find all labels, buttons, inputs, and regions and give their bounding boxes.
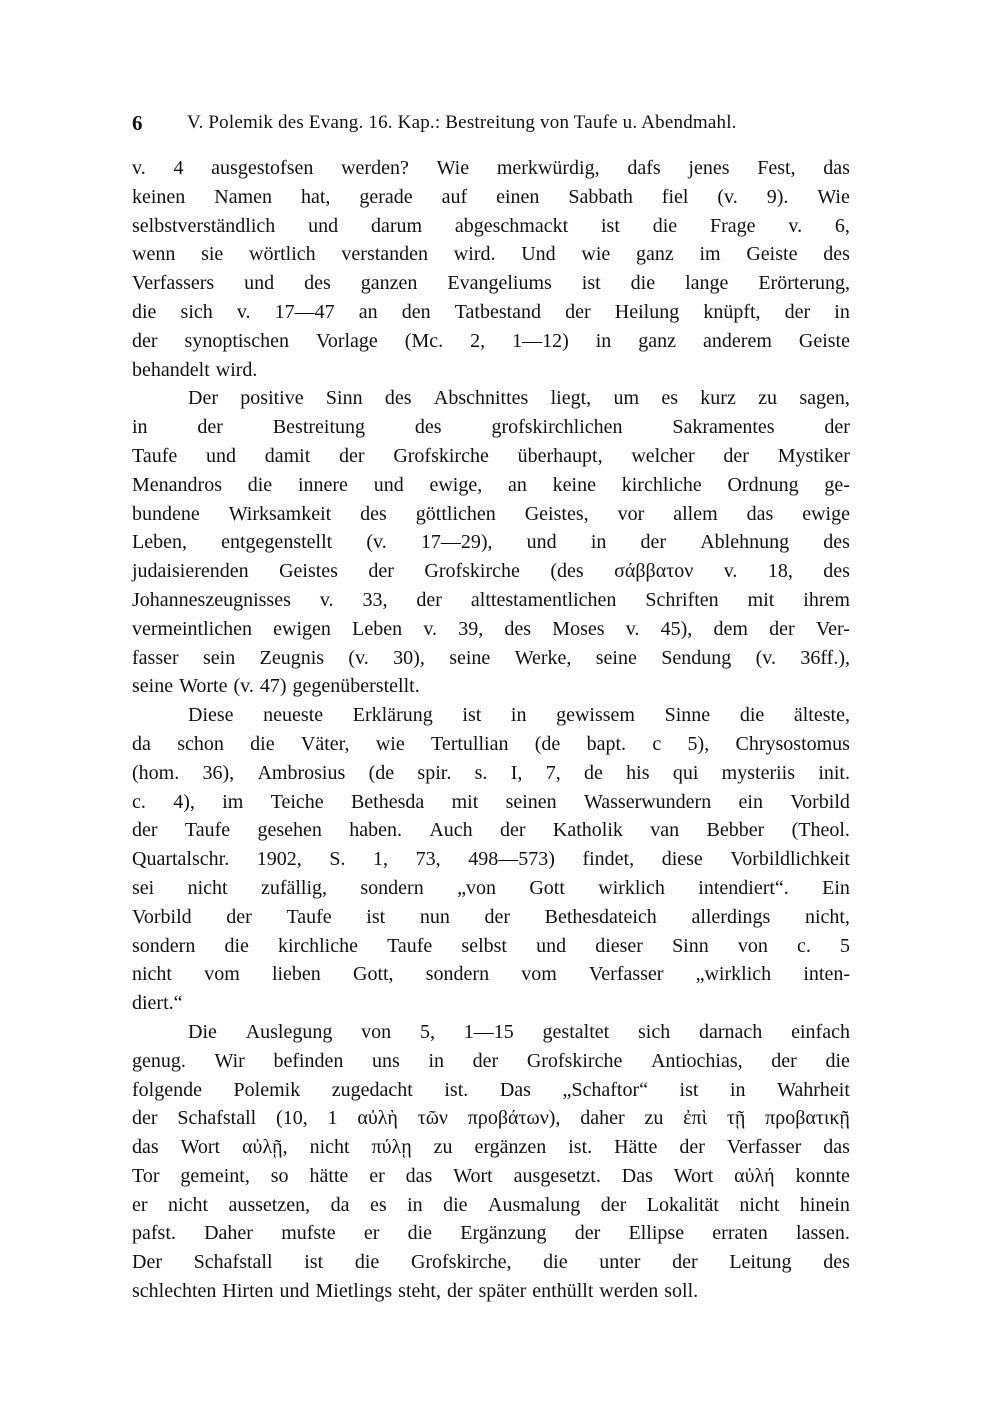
paragraph	[132, 154, 850, 384]
text-line: Vorbild der Taufe ist nun der Bethesdateich allerdings nicht,	[132, 905, 850, 928]
text-line: Taufe und damit der Grofskirche überhaupt, welcher der Mystiker	[132, 444, 850, 467]
text-line: der Schafstall (10, 1 αὐλὴ τῶν προβάτων), daher zu ἐπὶ τῇ προβατικῇ	[132, 1107, 850, 1130]
text-line: folgende Polemik zugedacht ist. Das „Schaftor“ ist in Wahrheit	[132, 1078, 850, 1101]
text-line: sei nicht zufällig, sondern „von Gott wirklich intendiert“. Ein	[132, 876, 850, 899]
paragraph	[132, 1018, 850, 1306]
text-line: er nicht aussetzen, da es in die Ausmalung der Lokalität nicht hinein	[132, 1193, 850, 1216]
text-line: behandelt wird.	[132, 358, 258, 381]
text-line: Der positive Sinn des Abschnittes liegt, um es kurz zu sagen,	[188, 387, 850, 410]
running-title: V. Polemik des Evang. 16. Kap.: Bestreitung von Taufe u. Abendmahl.	[187, 112, 737, 133]
paragraph	[132, 384, 850, 701]
text-line: selbstverständlich und darum abgeschmackt ist die Frage v. 6,	[132, 214, 850, 237]
text-line: Tor gemeint, so hätte er das Wort ausgesetzt. Das Wort αὐλή konnte	[132, 1164, 850, 1187]
text-line: in der Bestreitung des grofskirchlichen Sakramentes der	[132, 416, 850, 439]
text-line: die sich v. 17—47 an den Tatbestand der Heilung knüpft, der in	[132, 300, 850, 323]
body-text	[132, 154, 850, 1306]
text-line: keinen Namen hat, gerade auf einen Sabbath fiel (v. 9). Wie	[132, 185, 850, 208]
text-line: sondern die kirchliche Taufe selbst und dieser Sinn von c. 5	[132, 934, 850, 957]
text-line: Menandros die innere und ewige, an keine kirchliche Ordnung ge-	[132, 473, 850, 496]
text-line: v. 4 ausgestofsen werden? Wie merkwürdig, dafs jenes Fest, das	[132, 157, 850, 179]
running-head	[132, 108, 850, 138]
text-line: Der Schafstall ist die Grofskirche, die unter der Leitung des	[132, 1251, 850, 1274]
text-line: diert.“	[132, 992, 183, 1015]
text-line: da schon die Väter, wie Tertullian (de bapt. c 5), Chrysostomus	[132, 732, 850, 755]
text-line: Johanneszeugnisses v. 33, der alttestamentlichen Schriften mit ihrem	[132, 588, 850, 611]
text-line: pafst. Daher mufste er die Ergänzung der Ellipse erraten lassen.	[132, 1222, 850, 1245]
text-line: (hom. 36), Ambrosius (de spir. s. I, 7, de his qui mysteriis init.	[132, 761, 850, 784]
text-line: Quartalschr. 1902, S. 1, 73, 498—573) findet, diese Vorbildlichkeit	[132, 848, 850, 871]
text-line: seine Worte (v. 47) gegenüberstellt.	[132, 675, 420, 698]
text-line: genug. Wir befinden uns in der Grofskirche Antiochias, der die	[132, 1049, 850, 1072]
text-line: Leben, entgegenstellt (v. 17—29), und in der Ablehnung des	[132, 531, 850, 554]
text-line: c. 4), im Teiche Bethesda mit seinen Wasserwundern ein Vorbild	[132, 790, 850, 813]
text-line: Diese neueste Erklärung ist in gewissem Sinne die älteste,	[188, 704, 850, 727]
text-line: der Taufe gesehen haben. Auch der Katholik van Bebber (Theol.	[132, 819, 850, 842]
text-line: judaisierenden Geistes der Grofskirche (des σάββατον v. 18, des	[132, 560, 850, 583]
text-line: der synoptischen Vorlage (Mc. 2, 1—12) in ganz anderem Geiste	[132, 329, 850, 352]
page-number: 6	[132, 111, 143, 135]
text-line: das Wort αὐλῇ, nicht πύλῃ zu ergänzen ist. Hätte der Verfasser das	[132, 1136, 850, 1159]
paragraph	[132, 701, 850, 1018]
text-line: bundene Wirksamkeit des göttlichen Geistes, vor allem das ewige	[132, 502, 850, 525]
text-line: Die Auslegung von 5, 1—15 gestaltet sich darnach einfach	[188, 1020, 850, 1043]
text-line: fasser sein Zeugnis (v. 30), seine Werke, seine Sendung (v. 36ff.),	[132, 646, 850, 669]
text-line: vermeintlichen ewigen Leben v. 39, des Moses v. 45), dem der Ver-	[132, 617, 850, 640]
text-line: wenn sie wörtlich verstanden wird. Und wie ganz im Geiste des	[132, 243, 850, 266]
text-line: schlechten Hirten und Mietlings steht, der später enthüllt werden soll.	[132, 1280, 699, 1303]
text-line: nicht vom lieben Gott, sondern vom Verfasser „wirklich inten-	[132, 963, 850, 986]
text-line: Verfassers und des ganzen Evangeliums ist die lange Erörterung,	[132, 272, 850, 295]
